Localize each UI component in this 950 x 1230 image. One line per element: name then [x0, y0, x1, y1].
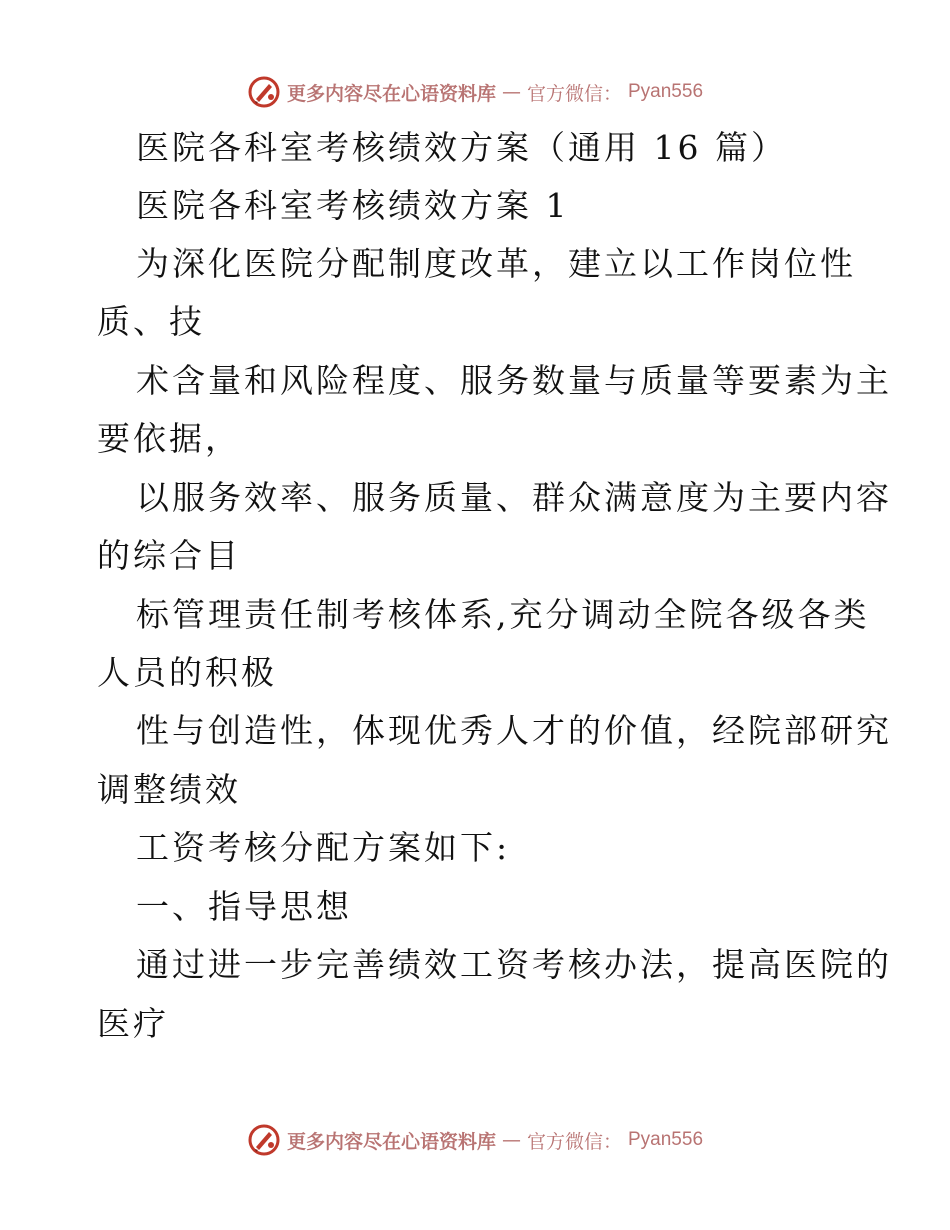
brand-logo-icon: [247, 1123, 281, 1157]
banner-text: 更多内容尽在心语资料库: [286, 1130, 496, 1153]
document-title: 医院各科室考核绩效方案（通用 16 篇）: [136, 128, 787, 167]
paragraph-line: 医疗: [97, 1004, 169, 1043]
paragraph-line: 以服务效率、服务质量、群众满意度为主要内容: [136, 478, 892, 517]
paragraph-line: 调整绩效: [97, 770, 241, 809]
paragraph-line: 的综合目: [97, 536, 241, 575]
banner-dash: —: [501, 81, 521, 103]
banner-content: [247, 1123, 703, 1157]
paragraph-line: 通过进一步完善绩效工资考核办法，提高医院的: [136, 945, 892, 984]
paragraph-line: 质、技: [97, 302, 205, 341]
banner-content: [247, 75, 703, 109]
banner-wechat-id: Pyan556: [628, 1129, 704, 1150]
section-heading: 医院各科室考核绩效方案 1: [136, 186, 570, 225]
banner-wechat-label: 官方微信：: [526, 1130, 622, 1153]
paragraph-line: 为深化医院分配制度改革，建立以工作岗位性: [136, 244, 856, 283]
footer-banner: [0, 1120, 950, 1160]
paragraph-line: 标管理责任制考核体系,充分调动全院各级各类: [136, 595, 870, 634]
banner-text: 更多内容尽在心语资料库: [286, 82, 496, 105]
paragraph-line: 工资考核分配方案如下:: [136, 828, 511, 867]
subsection-heading: 一、指导思想: [136, 887, 352, 926]
paragraph-line: 术含量和风险程度、服务数量与质量等要素为主: [136, 361, 892, 400]
header-banner: [0, 72, 950, 112]
paragraph-line: 人员的积极: [97, 653, 277, 692]
paragraph-line: 要依据，: [97, 419, 241, 458]
banner-dash: —: [501, 1129, 521, 1151]
paragraph-line: 性与创造性，体现优秀人才的价值，经院部研究: [136, 711, 892, 750]
banner-wechat-id: Pyan556: [628, 81, 704, 102]
brand-logo-icon: [247, 75, 281, 109]
banner-wechat-label: 官方微信：: [526, 82, 622, 105]
